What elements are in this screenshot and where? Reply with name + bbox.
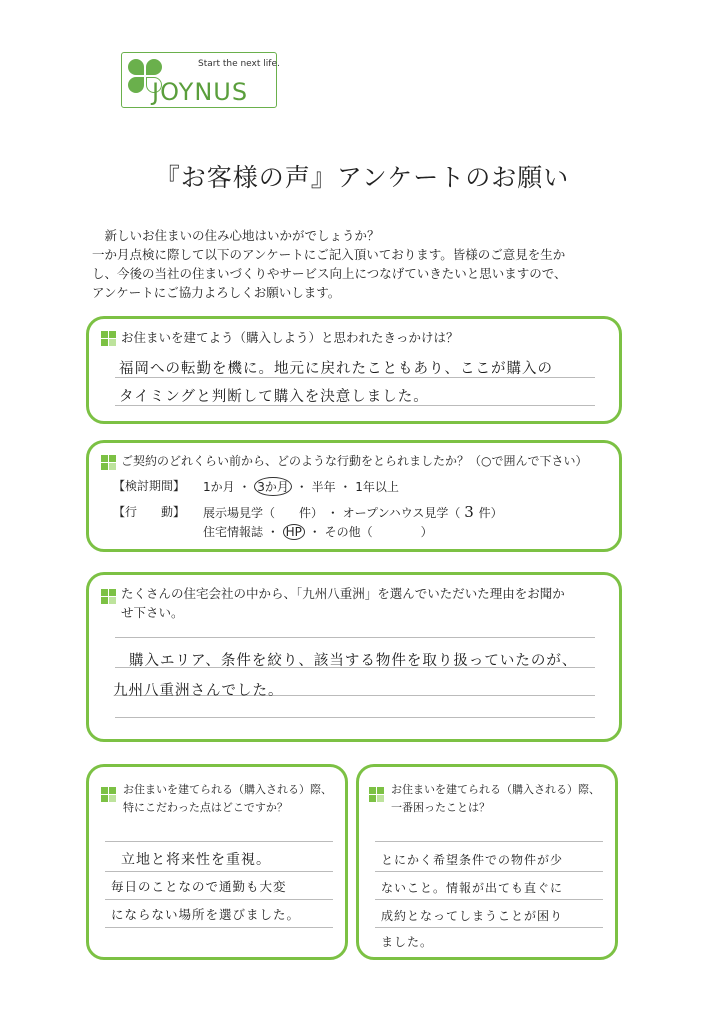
period-option-selected: 3か月 bbox=[254, 477, 292, 496]
action-option-selected: HP bbox=[283, 524, 305, 540]
period-option: 1か月 bbox=[203, 480, 235, 494]
clover-square-icon bbox=[101, 331, 117, 347]
logo-wordmark: JOYNUS bbox=[152, 78, 249, 106]
action-row: 展示場見学（ 件） ・ オープンハウス見学（ 3 件） bbox=[203, 503, 503, 521]
intro-line: 一か月点検に際して以下のアンケートにご記入頂いております。皆様のご意見を生か bbox=[92, 247, 566, 262]
question-panel-trouble bbox=[356, 764, 618, 960]
clover-square-icon bbox=[101, 455, 117, 471]
logo-tagline: Start the next life. bbox=[198, 59, 280, 69]
handwritten-count: 3 bbox=[464, 503, 475, 521]
action-option: 展示場見学（ 件） bbox=[203, 506, 324, 520]
answer-line: 毎日のことなので通勤も大変 bbox=[111, 879, 287, 894]
intro-line: し、今後の当社の住まいづくりやサービス向上につなげていきたいと思いますので、 bbox=[92, 266, 567, 281]
question-text: ご契約のどれくらい前から、どのような行動をとられましたか？（○で囲んで下さい） bbox=[121, 454, 588, 468]
company-logo bbox=[121, 52, 280, 108]
question-text: お住まいを建てられる（購入される）際、 特にこだわった点はどこですか？ bbox=[123, 783, 332, 814]
period-option: 半年 bbox=[311, 480, 336, 494]
question-panel-activity bbox=[86, 440, 622, 552]
intro-line: アンケートにご協力よろしくお願いします。 bbox=[92, 285, 341, 300]
answer-line: 九州八重洲さんでした。 bbox=[113, 683, 284, 699]
answer-line: とにかく希望条件での物件が少 bbox=[381, 853, 564, 867]
period-label: 【検討期間】 bbox=[113, 479, 186, 493]
intro-text bbox=[92, 226, 632, 302]
answer-line: ました。 bbox=[381, 935, 434, 949]
action-label: 【行 動】 bbox=[113, 505, 186, 519]
intro-line: 新しいお住まいの住み心地はいかがでしょうか？ bbox=[92, 228, 380, 243]
clover-square-icon bbox=[101, 589, 117, 605]
period-options: 1か月 ・ 3か月 ・ 半年 ・ 1年以上 bbox=[203, 477, 399, 496]
answer-line: タイミングと判断して購入を決意しました。 bbox=[119, 389, 429, 405]
question-panel-reason bbox=[86, 572, 622, 742]
answer-line: ないこと。情報が出ても直ぐに bbox=[381, 881, 564, 895]
question-text: お住まいを建てよう（購入しよう）と思われたきっかけは？ bbox=[121, 330, 459, 345]
question-text: お住まいを建てられる（購入される）際、 一番困ったことは？ bbox=[391, 783, 600, 814]
action-option: 件） bbox=[478, 506, 503, 520]
page-title: 『お客様の声』アンケートのお願い bbox=[154, 163, 570, 192]
action-row: 住宅情報誌 ・ HP ・ その他（ ） bbox=[203, 525, 433, 539]
action-option: その他（ ） bbox=[324, 525, 433, 539]
question-text: たくさんの住宅会社の中から、「九州八重洲」を選んでいただいた理由をお聞か せ下さい。 bbox=[121, 586, 565, 620]
answer-line: にならない場所を選びました。 bbox=[111, 907, 301, 922]
answer-line: 成約となってしまうことが困り bbox=[381, 909, 564, 923]
period-option: 1年以上 bbox=[355, 480, 399, 494]
question-panel-focus bbox=[86, 764, 348, 960]
answer-line: 購入エリア、条件を絞り、該当する物件を取り扱っていたのが、 bbox=[129, 653, 578, 669]
answer-line: 立地と将来性を重視。 bbox=[121, 852, 271, 868]
action-option: オープンハウス見学（ bbox=[342, 506, 461, 520]
action-option: 住宅情報誌 bbox=[203, 525, 264, 539]
answer-line: 福岡への転勤を機に。地元に戻れたこともあり、ここが購入の bbox=[119, 361, 553, 377]
question-panel-trigger bbox=[86, 316, 622, 424]
